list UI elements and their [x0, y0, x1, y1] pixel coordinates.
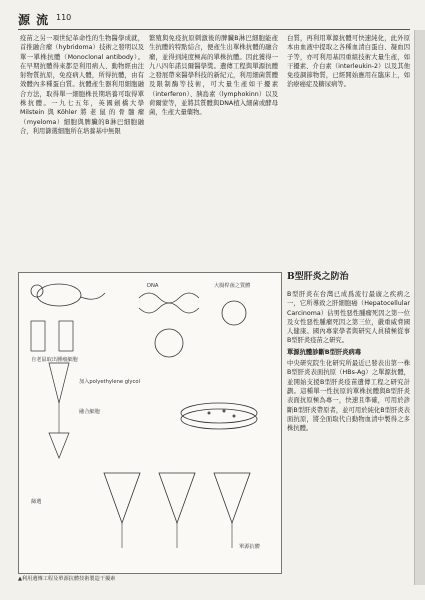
col2-text: 繁殖與免疫抗原刺激後的脾臟B淋巴細胞能產生抗體的特點結合，便產生出單株抗體的融合瘤，並得到純度極高的單株抗體。因此獲得一九八四年諾貝爾醫學獎。遺傳工程與單源抗體之發展帶來醫學科技的新紀元，利用細菌質體及限制酶等技術，可大量生產如干擾素（interferon）、胰島素（lymphokinn）以及荷爾蒙等，並將其質體與DNA植入細菌或酵母菌，生產大量藥物。 — [149, 35, 278, 117]
page-header — [18, 8, 410, 30]
column-4 — [287, 290, 410, 590]
section-heading: B型肝炎之防治 — [287, 272, 349, 282]
label-peg: 加入polyethylene glycol — [79, 379, 140, 385]
culture-dish — [181, 403, 257, 429]
label-mix: 自老鼠取出腫瘤細胞 — [31, 357, 78, 363]
separation-funnels — [104, 473, 250, 548]
journal-title: 源 流 — [18, 13, 50, 27]
label-ecoli: 大腸桿菌之質體 — [214, 283, 251, 289]
mouse-illustration — [31, 284, 105, 306]
page-number: 110 — [56, 13, 72, 22]
figure-caption: ▲利用遺傳工程及單源抗體技術製造干擾素 — [18, 576, 116, 582]
col3-text: 白質，再利用單源抗體可快速純化，此外原本由血液中提取之各種血清白蛋白、凝血因子等，亦可利用基因重組技術大量生產，如干擾素、介白素（interleukin-2）以及其他免疫調節物質，已經開始應用在臨床上，如治療癌症及糖尿病等。 — [287, 35, 410, 89]
side-tab — [414, 30, 425, 585]
label-dna: DNA — [147, 283, 159, 289]
label-select: 篩選 — [31, 499, 42, 505]
subheading: 單源抗體診斷B型肝炎病毒 — [287, 348, 362, 356]
col4-text-b: 中央研究院生化研究所最近已發表出第一株B型肝炎表面抗原（HBs-Ag）之單源抗體，並開始支援B型肝炎疫苗遺傳工程之研究計劃。這種單一性抗原的單株抗體與B型肝炎表面抗原極為專一，快速且準確，可用於診斷B型肝炎帶原者，並可用於純化B型肝炎表面抗原，將全面取代自動物血清中製得之多株抗體。 — [287, 360, 410, 433]
col4-text-a: B型肝炎在台灣已成爲流行最廣之疾病之一，它所導致之肝細胞癌（Hepatocellular Carcinoma）佔男性惡性腫瘤死因之第一位及女性惡性腫瘤死因之第三位，嚴重威脅國人健康。國內專家學者與研究人員積極從事B型肝炎疫苗之研究。 — [287, 291, 410, 345]
cell-culture-tubes — [31, 321, 73, 458]
column-1 — [20, 34, 144, 264]
dna-plasmid — [139, 293, 246, 357]
col1-text: 疫苗之另一項世紀革命性的生物醫學成就，首推融合瘤（hybridoma）技術之發明以及單一單株抗體（Monoclonal antibody）。在早期抗體得來都是利用病人、動物經由注射物質抗原，免疫病人體，所得抗體，由有效體內多種蛋白質。抗體產生器利用細胞融合方法，取得單一細胞株長期培養可取得單株抗體。一九七五年，英國劍橋大學Milstein與Köhler將老鼠的骨髓瘤（myeloma）細胞與脾臟的B淋巴細胞融合，利用篩選細胞所在培養基中無限 — [20, 35, 144, 135]
header-rule — [18, 29, 410, 30]
monoclonal-process-diagram — [19, 273, 281, 573]
column-2 — [149, 34, 278, 264]
label-hybrid: 融合細胞 — [79, 409, 100, 415]
column-3 — [287, 34, 410, 254]
diagram-figure — [18, 272, 282, 574]
label-antibody: 單源抗體 — [239, 544, 260, 550]
